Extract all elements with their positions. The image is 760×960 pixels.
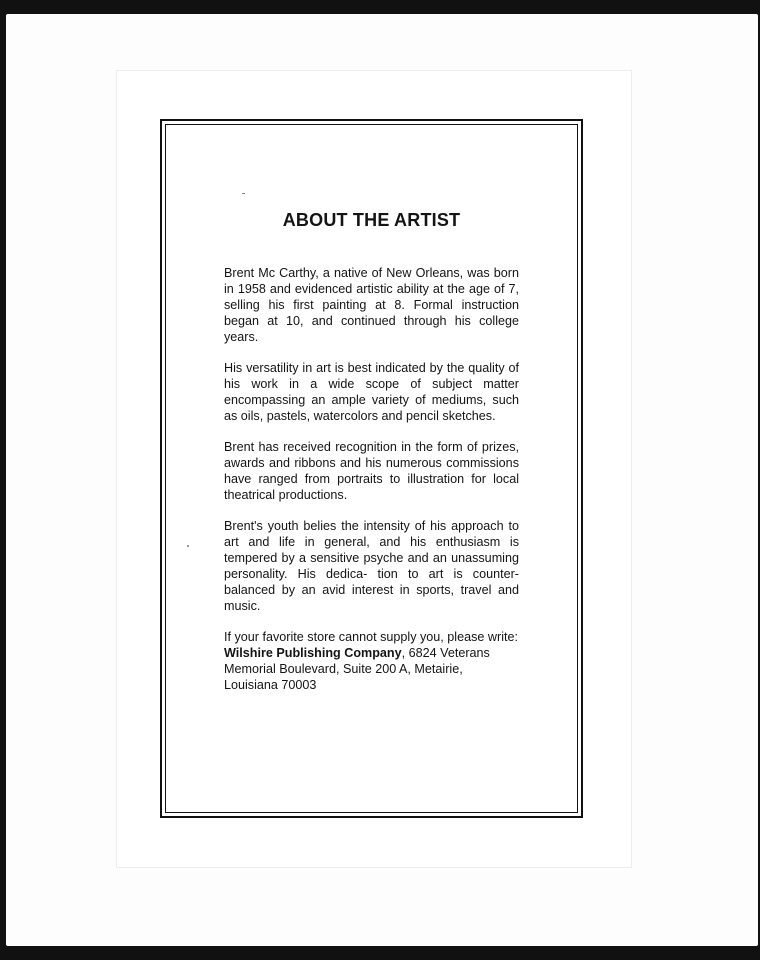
paper-speck — [242, 193, 245, 194]
paragraph-contact — [224, 629, 519, 693]
publisher-address: , 6824 Veterans Memorial Boulevard, Suite 200 A, Metairie, Louisiana 70003 — [224, 646, 490, 692]
paragraph-versatility: His versatility in art is best indicated by the quality of his work in a wide scope of subject matter encompassing an ample variety of mediums, such as oils, pastels, watercolors and pencil sketches. — [224, 361, 519, 423]
paragraph-personality: Brent's youth belies the intensity of his approach to art and life in general, and his enthusiasm is tempered by a sensitive psyche and an unassuming personality. His dedica- tion to art is counter-balanced by an avid interest in sports, travel and music. — [224, 519, 519, 613]
paragraph-biography: Brent Mc Carthy, a native of New Orleans, was born in 1958 and evidenced artistic ability at the age of 7, selling his first painting at 8. Formal instruction began at 10, and continued through his college years. — [224, 266, 519, 344]
document-body — [224, 265, 519, 708]
document-title: ABOUT THE ARTIST — [282, 210, 461, 230]
paragraph-recognition: Brent has received recognition in the form of prizes, awards and ribbons and his numerous commissions have ranged from portraits to illustration for local theatrical productions. — [224, 440, 519, 502]
document-frame — [160, 119, 583, 818]
paper-speck — [187, 545, 189, 547]
publisher-name: Wilshire Publishing Company — [224, 646, 402, 660]
contact-intro: If your favorite store cannot supply you, please write: — [224, 630, 519, 644]
